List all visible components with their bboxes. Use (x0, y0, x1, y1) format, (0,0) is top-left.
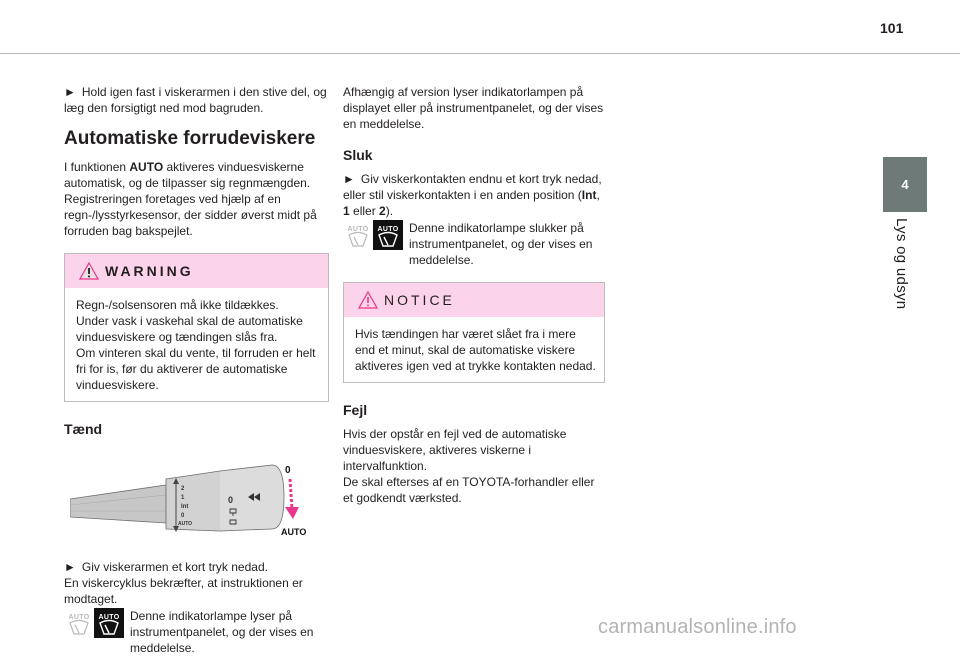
position-label-2: 2 (181, 486, 185, 492)
notice-title: NOTICE (384, 292, 455, 308)
warning-triangle-icon (79, 262, 99, 280)
chapter-title: Lys og udsyn (893, 218, 910, 310)
chapter-tab[interactable]: 4 (883, 157, 927, 212)
page-number: 101 (880, 20, 904, 36)
warning-title: WARNING (105, 263, 194, 279)
section-heading: Automatiske forrudeviskere (64, 128, 316, 149)
warning-header (65, 254, 328, 288)
indicator-lamp-off-text: Denne indikatorlampe slukker på instrumentpanelet, og der vises en meddelelse. (409, 221, 593, 267)
auto-wiper-lamp-on-icon: AUTO (373, 220, 403, 250)
left-column (64, 84, 329, 656)
indicator-lamp-row-off (343, 220, 605, 268)
indicator-lamps (64, 608, 124, 638)
position-label-0: 0 (181, 513, 185, 519)
position-label-auto: AUTO (178, 521, 193, 527)
version-note: Afhængig af version lyser indikatorlampen på displayet eller på instrumentpanelet, og der vises en meddelelse. (343, 85, 604, 131)
watermark: carmanualsonline.info (598, 616, 797, 638)
fejl-text: Hvis der opstår en fejl ved de automatiske vinduesviskere, aktiveres viskerne i intervalfunktion. De skal efterses af en TOYOTA-forhandler eller et godkendt værksted. (343, 427, 595, 505)
auto-wiper-lamp-off-icon: AUTO (343, 220, 373, 250)
section-intro: I funktionen AUTO aktiveres vinduesviskerne automatisk, og de tilpasser sig regnmængden. Registreringen foretages ved hjælp af en regn-/lysstyrkesensor, der sidder øverst midt på forruden bag bakspejlet. (64, 160, 317, 238)
header-divider (0, 53, 960, 54)
svg-text:0: 0 (228, 495, 234, 505)
sluk-heading: Sluk (343, 147, 373, 163)
notice-header (344, 283, 604, 317)
fejl-heading: Fejl (343, 402, 368, 418)
tand-step: ► Giv viskerarmen et kort tryk nedad. (64, 560, 268, 574)
sluk-step: ► Giv viskerkontakten endnu et kort tryk nedad, eller stil viskerkontakten i en anden position (Int, 1 eller 2). (343, 172, 602, 218)
indicator-lamps (343, 220, 403, 250)
bullet-arrow-icon: ► (343, 172, 355, 186)
bullet-arrow-icon: ► (64, 560, 76, 574)
illustration-label-auto: AUTO (281, 527, 307, 537)
wiper-stalk-illustration (70, 459, 314, 545)
intro-step: ► Hold igen fast i viskerarmen i den stive del, og læg den forsigtigt ned mod bagruden. (64, 85, 327, 115)
warning-text: Regn-/solsensoren må ikke tildækkes. Under vask i vaskehal skal de automatiske vinduesviskere og tændingen slås fra. Om vinteren skal du vente, til forruden er helt fri for is, før du aktiverer de automatiske vinduesviskere. (76, 298, 316, 392)
bullet-arrow-icon: ► (64, 85, 76, 99)
tand-heading: Tænd (64, 421, 103, 437)
position-label-int: Int (181, 504, 189, 510)
notice-box (343, 282, 605, 383)
position-label-1: 1 (181, 495, 185, 501)
auto-wiper-lamp-on-icon: AUTO (94, 608, 124, 638)
tand-confirmation: En viskercyklus bekræfter, at instruktionen er modtaget. (64, 576, 303, 606)
warning-box (64, 253, 329, 402)
illustration-label-0: 0 (285, 465, 291, 476)
notice-text: Hvis tændingen har været slået fra i mere end et minut, skal de automatiske viskere aktiveres igen ved at trykke kontakten nedad. (355, 327, 596, 373)
auto-wiper-lamp-off-icon: AUTO (64, 608, 94, 638)
indicator-lamp-text: Denne indikatorlampe lyser på instrumentpanelet, og der vises en meddelelse. (130, 609, 314, 655)
push-down-arrow-icon (285, 507, 299, 519)
notice-triangle-icon (358, 291, 378, 309)
right-column (343, 84, 605, 506)
